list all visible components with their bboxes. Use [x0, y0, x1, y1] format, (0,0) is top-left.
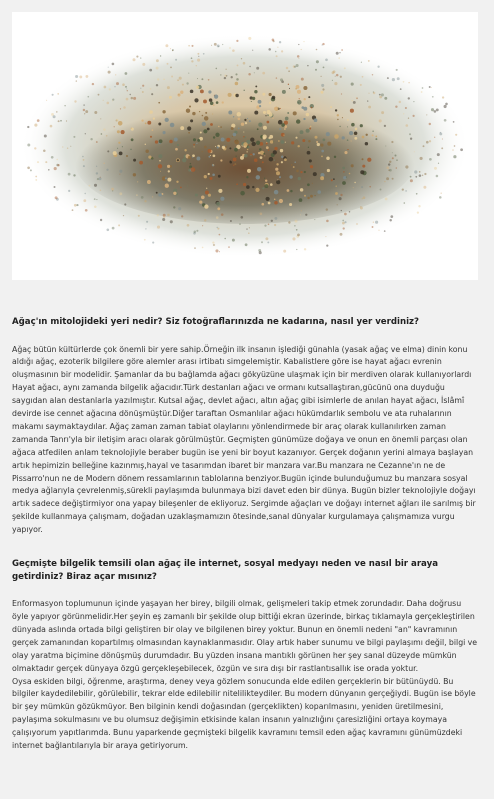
tree-network-artwork [12, 12, 478, 280]
section-2-paragraph-2: Oysa eskiden bilgi, öğrenme, araştırma, deney veya gözlem sonucunda elde edilen gerçeklerin bir bütünüydü. Bu bilgiler kaydedilebilir, görülebilir, tekrar elde edilebilir niteliliktеydiler. Bu modern dünyanın gerçeğiydi. Bugün ise böyle bir şey mümkün gözükmüyor. Ben bilginin kendi doğasından (gerçeklikten) koparılmasını, yeniden üretilmesini, paylaşıma sokulmasını ve bu olumsuz değişimin etkisinde kalan insanın yalnızlığını çaresizliğini ortaya koymaya çalışıyorum yapıtlarımda. Bunu yaparkende geçmişteki bilgelik kavramını temsil eden ağaç kavramını günümüzdeki internet bağlantılarıyla bir araya getiriyorum. [12, 676, 476, 751]
section-2-question: Geçmişte bilgelik temsili olan ağaç ile internet, sosyal medyayı neden ve nasıl bir araya getirdiniz? Biraz açar mısınız? [12, 559, 438, 582]
article-body [12, 316, 478, 753]
artwork-crowd [75, 100, 415, 224]
section-1-paragraph: Ağaç bütün kültürlerde çok önemli bir yere sahip.Örneğin ilk insanın işlediği günahla (yasak ağaç ve elma) dinin konu aldığı ağaç, ezoterik bilgilere göre alemler arası irtibatı simgelemiştir. Kabalistlere göre ise hayat ağacı evrenin oluşmasının bir modelidir. Şamanlar da bu bağlamda ağacı gökyüzüne ulaşmak için bir merdiven olarak kullanıyorlardı Hayat ağacı, aynı zamanda bilgelik ağacıdır.Türk destanları ağacı ve ormanı kutsallaştıran,gücünü ona duyduğu saygıdan alan destanlarla yazılmıştır. Kutsal ağaç, devlet ağacı, altın ağaç gibi isimlerle de anılan hayat ağacı, İslâmî devirde ise cennet ağacına dönüşmüştür.Diğer taraftan Osmanlılar ağacı hükümdarlık sembolu ve ata ruhalarının makamı saymaktaydılar. Ağaç zaman zaman tabiat olaylarını yönlendirmede bir araç olarak kullanılırken zaman zamanda Tanrı'yla bir iletişim aracı olarak görülmüştür. Geçmişten günümüze doğaya ve onun en önemli parçası olan ağaca atfedilen anlam teknolojiyle beraber bugün ise yeni bir boyut kazanıyor. Gerçek doğanın yerini almaya başlayan artık hepimizin belleğine kazınmış,hayal ve tasarımdan ibaret bir manzara var.Bu manzara ne Cezanne'ın ne de Pissarro'nun ne de Modern dönem ressamlarının tablolarına benziyor.Bugün içinde bulunduğumuz bu manzara sosyal medya ağlarıyla çevrelenmiş,sürekli paylaşımda bulunmaya bizi davet eden bir dünya. Bugün bizler teknolojiyle doğayı artık sadece değiştirmiyor ona yapay bileşenler de ekliyoruz. Sergimde ağaçları ve doğayı internet ağları ile sarılmış bir şekilde kullanmaya çalışmam, doğadan uzaklaşmamızın ötesinde,sanal dünyalar kurgulamaya çalışmamıza vurgu yapıyor. [12, 344, 476, 535]
section-1-question: Ağaç'ın mitolojideki yeri nedir? Siz fotoğraflarınızda ne kadarına, nasıl yer verdiniz? [12, 317, 420, 327]
artwork-image [12, 12, 478, 280]
section-2-paragraph-1: Enformasyon toplumunun içinde yaşayan her birey, bilgili olmak, gelişmeleri takip etmek zorundadır. Daha doğrusu öyle yapıyor görünmelidir.Her şeyin eş zamanlı bir şekilde olup bittiği ekran üzerinde, birkaç tıklamayla gerçekleştirilen dünyada aslında ortada bilgi geliştiren bir olay ve bilgilenen birey yoktur. Bunun en önemli nedeni "an" kavramının gerçek zamanından kopartılmış olmasından kaynaklanmasıdır. Olay artık haber sunumu ve bilgi paylaşımı değil, bilgi ve olay yaratma biçimine dönüşmüş durumdadır. Bu yüzden insana mantıklı görünen her şey sanal düzeyde mümkün olmaktadır gerçek dünyaya özgü gerçekleşebilecek, özgün ve sıra dışı bir rastlantısallık ise orada yoktur. [12, 599, 478, 673]
